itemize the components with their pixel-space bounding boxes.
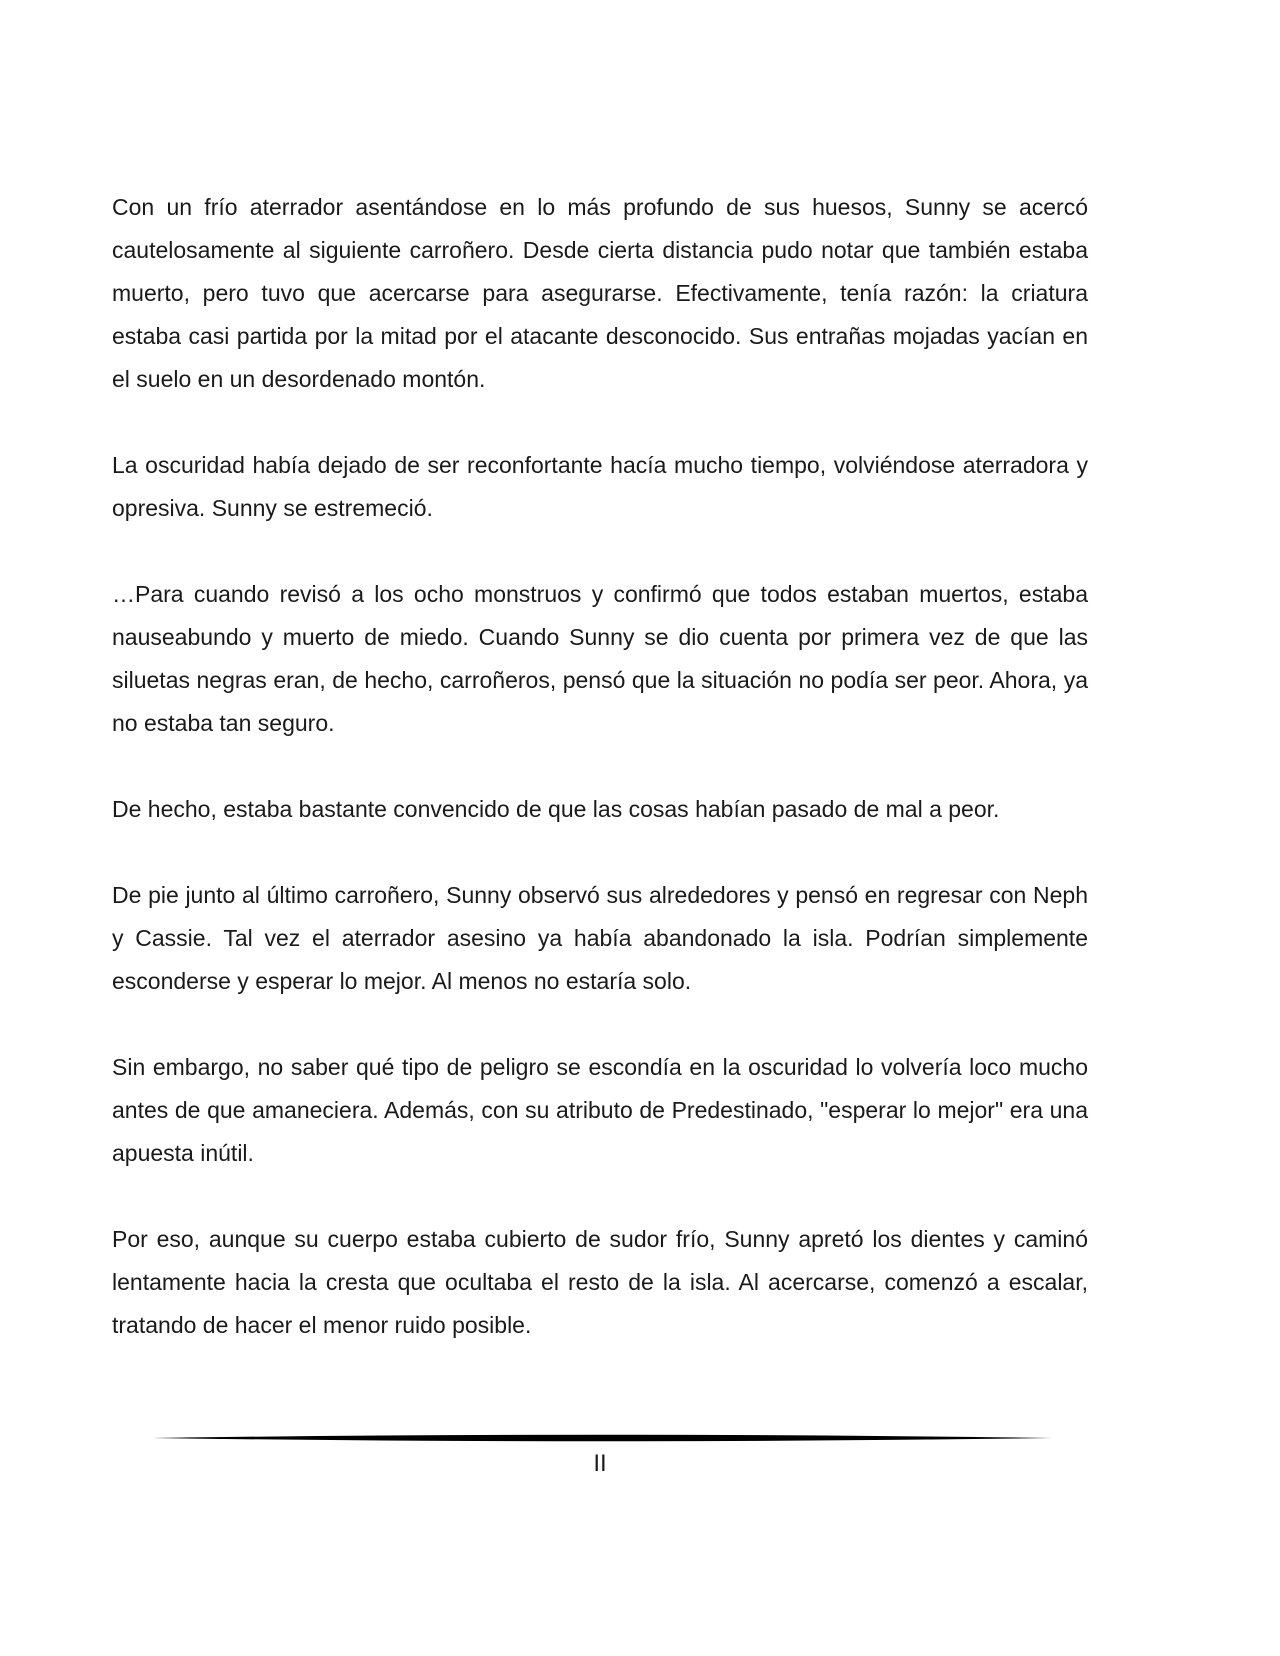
footer-divider: [152, 1431, 1052, 1445]
page-number: II: [593, 1450, 607, 1477]
paragraph-2: La oscuridad había dejado de ser reconfortante hacía mucho tiempo, volviéndose aterradora y opresiva. Sunny se estremeció.: [112, 452, 1088, 521]
paragraph-1: Con un frío aterrador asentándose en lo más profundo de sus huesos, Sunny se acercó cautelosamente al siguiente carroñero. Desde cierta distancia pudo notar que también estaba muerto, pero tuvo que acercarse para asegurarse. Efectivamente, tenía razón: la criatura estaba casi partida por la mitad por el atacante desconocido. Sus entrañas mojadas yacían en el suelo en un desordenado montón.: [112, 194, 1088, 392]
footer-divider-stroke: [152, 1435, 1052, 1442]
body-text: [112, 186, 1088, 1347]
paragraph-3: …Para cuando revisó a los ocho monstruos y confirmó que todos estaban muertos, estaba nauseabundo y muerto de miedo. Cuando Sunny se dio cuenta por primera vez de que las siluetas negras eran, de hecho, carroñeros, pensó que la situación no podía ser peor. Ahora, ya no estaba tan seguro.: [112, 581, 1088, 736]
paragraph-5: De pie junto al último carroñero, Sunny observó sus alrededores y pensó en regresar con Neph y Cassie. Tal vez el aterrador asesino ya había abandonado la isla. Podrían simplemente esconderse y esperar lo mejor. Al menos no estaría solo.: [112, 882, 1088, 994]
paragraph-6: Sin embargo, no saber qué tipo de peligro se escondía en la oscuridad lo volvería loco mucho antes de que amaneciera. Además, con su atributo de Predestinado, "esperar lo mejor" era una apuesta inútil.: [112, 1054, 1088, 1166]
paragraph-7: Por eso, aunque su cuerpo estaba cubierto de sudor frío, Sunny apretó los dientes y caminó lentamente hacia la cresta que ocultaba el resto de la isla. Al acercarse, comenzó a escalar, tratando de hacer el menor ruido posible.: [112, 1226, 1088, 1338]
paragraph-4: De hecho, estaba bastante convencido de que las cosas habían pasado de mal a peor.: [112, 796, 1000, 822]
